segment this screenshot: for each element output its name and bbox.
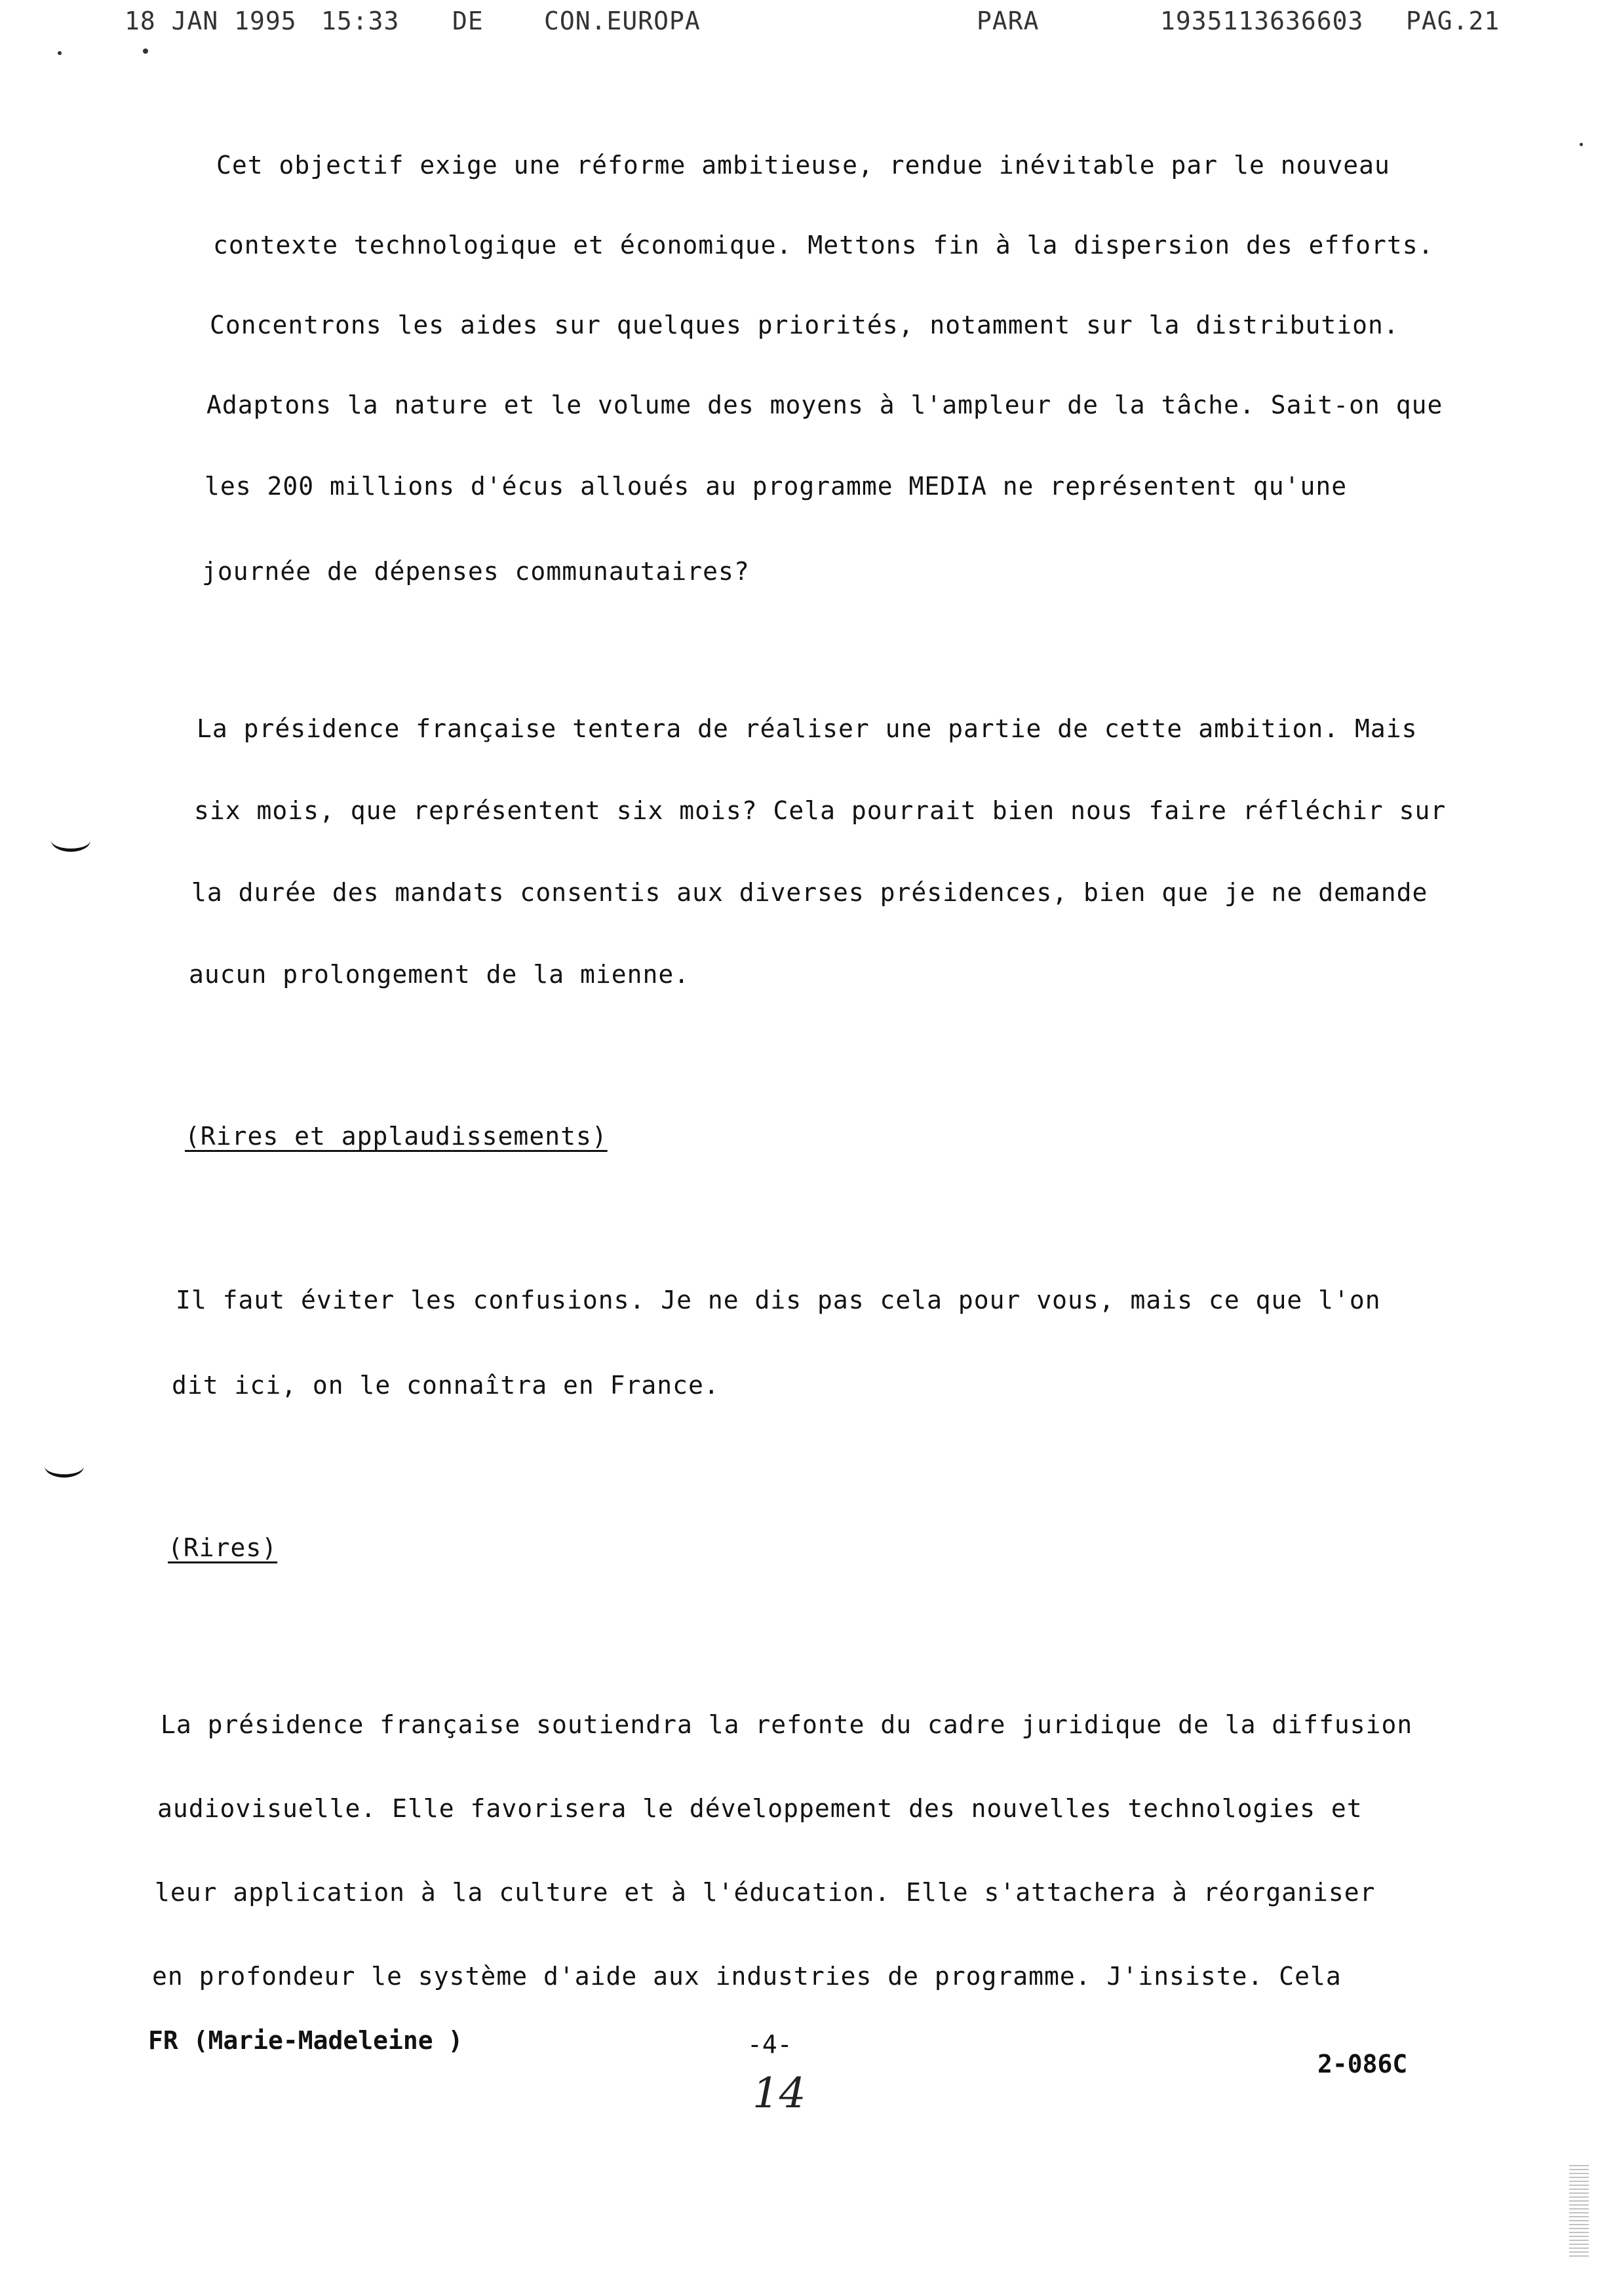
text-line: Il faut éviter les confusions. Je ne dis pas cela pour vous, mais ce que l'on (176, 1286, 1381, 1314)
fax-time: 15:33 (321, 7, 400, 35)
stage-direction: (Rires et applaudissements) (185, 1122, 608, 1151)
fax-header (125, 7, 1500, 39)
footer-code: 2-086C (1317, 2050, 1408, 2078)
text-line: six mois, que représentent six mois? Cela pourrait bien nous faire réfléchir sur (194, 796, 1447, 825)
text-line: La présidence française tentera de réaliser une partie de cette ambition. Mais (197, 714, 1418, 743)
scan-speck (1580, 143, 1583, 146)
text-line: dit ici, on le connaîtra en France. (172, 1371, 720, 1400)
text-line: La présidence française soutiendra la refonte du cadre juridique de la diffusion (161, 1710, 1413, 1739)
text-line: la durée des mandats consentis aux diverses présidences, bien que je ne demande (191, 878, 1428, 907)
scan-edge-noise (1569, 2165, 1589, 2257)
text-line: journée de dépenses communautaires? (202, 557, 750, 586)
fax-date: 18 JAN 1995 (125, 7, 297, 35)
handwritten-page-number: 14 (752, 2069, 806, 2118)
text-line: les 200 millions d'écus alloués au programme MEDIA ne représentent qu'une (204, 472, 1348, 501)
footer-page-mark: -4- (747, 2030, 792, 2059)
text-line: contexte technologique et économique. Mettons fin à la dispersion des efforts. (213, 231, 1434, 259)
fax-to-label: PARA (977, 7, 1040, 35)
text-line: aucun prolongement de la mienne. (189, 960, 690, 989)
text-line: en profondeur le système d'aide aux industries de programme. J'insiste. Cela (152, 1962, 1342, 1991)
margin-mark (45, 1455, 84, 1478)
stage-direction: (Rires) (168, 1533, 278, 1562)
fax-from-label: DE (452, 7, 484, 35)
text-line: Cet objectif exige une réforme ambitieuse, rendue inévitable par le nouveau (216, 151, 1390, 180)
footer-author: FR (Marie-Madeleine ) (148, 2026, 463, 2055)
fax-page: PAG.21 (1406, 7, 1500, 35)
text-line: Concentrons les aides sur quelques priorités, notamment sur la distribution. (210, 311, 1399, 339)
text-line: audiovisuelle. Elle favorisera le développement des nouvelles technologies et (157, 1794, 1363, 1823)
scan-speck (58, 51, 62, 55)
fax-number: 1935113636603 (1160, 7, 1364, 35)
fax-from: CON.EUROPA (544, 7, 701, 35)
text-line: Adaptons la nature et le volume des moyens à l'ampleur de la tâche. Sait-on que (206, 391, 1443, 419)
scan-speck (143, 48, 148, 54)
margin-mark (51, 829, 90, 852)
text-line: leur application à la culture et à l'éducation. Elle s'attachera à réorganiser (155, 1878, 1376, 1907)
